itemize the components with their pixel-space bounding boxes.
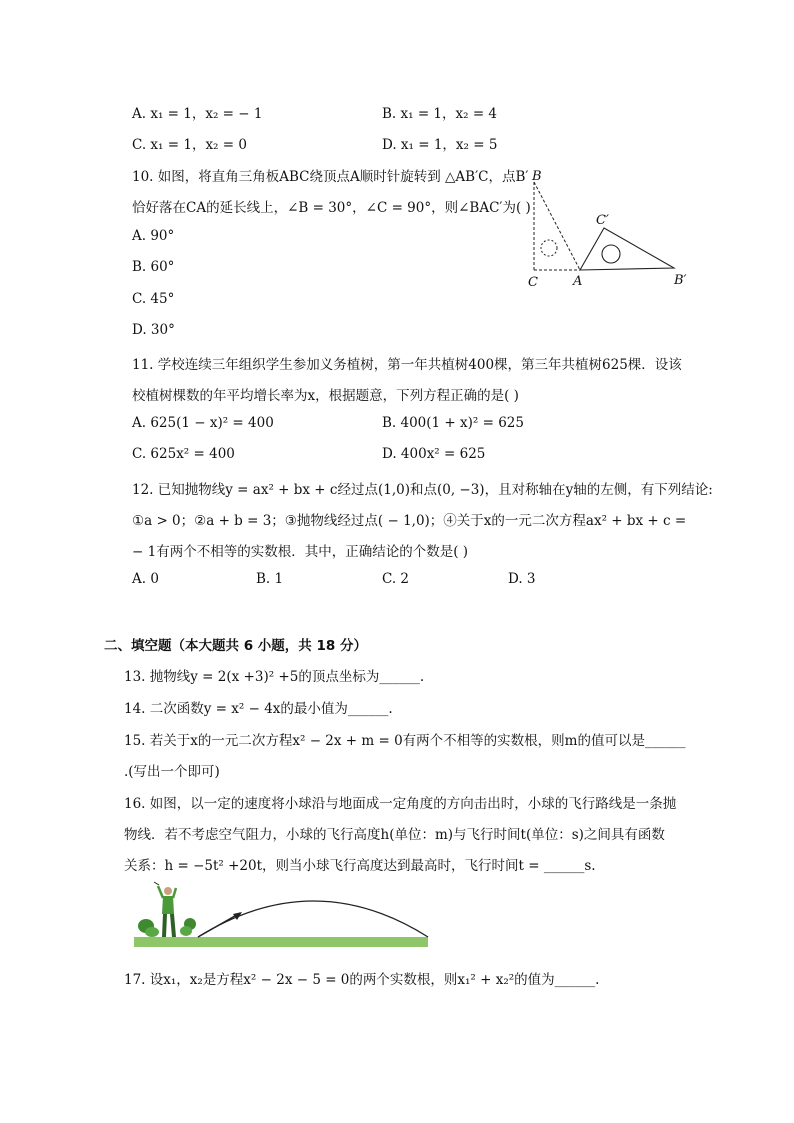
q11-option-c: C. 625x² = 400 (132, 446, 235, 462)
figure-label-c-prime: C′ (596, 213, 609, 228)
q12-option-d: D. 3 (508, 571, 536, 587)
figure-label-a: A (573, 274, 583, 289)
q11-option-a: A. 625(1 − x)² = 400 (132, 415, 274, 431)
q10-line2: 恰好落在CA的延长线上，∠B = 30°，∠C = 90°，则∠BAC′为( ) (132, 200, 531, 216)
q16-line3: 关系：h = −5t² +20t，则当小球飞行高度达到最高时，飞行时间t = ______s. (124, 858, 596, 874)
q11-option-d: D. 400x² = 625 (382, 446, 486, 462)
q11-option-b: B. 400(1 + x)² = 625 (382, 415, 524, 431)
q16-line2: 物线．若不考虑空气阻力，小球的飞行高度h(单位：m)与飞行时间t(单位：s)之间具有函数 (124, 827, 665, 843)
tree-icon (138, 919, 159, 937)
q16-line1: 16. 如图，以一定的速度将小球沿与地面成一定角度的方向击出时，小球的飞行路线是一条抛 (124, 796, 677, 812)
q12-option-a: A. 0 (132, 571, 159, 587)
q12-option-b: B. 1 (256, 571, 284, 587)
q10-option-c: C. 45° (132, 291, 175, 307)
q9-option-c: C. x₁ = 1，x₂ = 0 (132, 137, 247, 153)
q10-option-b: B. 60° (132, 259, 175, 275)
section-title: 二、填空题（本大题共 6 小题，共 18 分） (104, 638, 367, 654)
figure-label-c: C (528, 275, 538, 290)
q9-option-a: A. x₁ = 1，x₂ = − 1 (132, 106, 263, 122)
q11-line2: 校植树棵数的年平均增长率为x，根据题意，下列方程正确的是( ) (132, 388, 519, 404)
q14-text: 14. 二次函数y = x² − 4x的最小值为______. (124, 701, 393, 717)
q9-option-b: B. x₁ = 1，x₂ = 4 (382, 106, 498, 122)
triangle-rotation-figure (520, 162, 700, 290)
ground-strip (134, 937, 428, 947)
q12-option-c: C. 2 (382, 571, 410, 587)
q17-text: 17. 设x₁，x₂是方程x² − 2x − 5 = 0的两个实数根，则x₁² + x₂²的值为______. (124, 972, 600, 988)
figure-label-b: B (532, 169, 542, 184)
q9-option-d: D. x₁ = 1，x₂ = 5 (382, 137, 498, 153)
tree-icon (180, 918, 196, 936)
figure-label-b-prime: B′ (674, 273, 687, 288)
golf-parabola-figure (132, 880, 430, 952)
q12-line1: 12. 已知抛物线y = ax² + bx + c经过点(1,0)和点(0, −3)，且对称轴在y轴的左侧，有下列结论: (132, 482, 713, 498)
q12-line2: ①a > 0；②a + b = 3；③抛物线经过点( − 1,0)；④关于x的一元二次方程ax² + bx + c = (132, 513, 687, 529)
q12-line3: − 1有两个不相等的实数根．其中，正确结论的个数是( ) (132, 544, 469, 560)
q11-line1: 11. 学校连续三年组织学生参加义务植树，第一年共植树400棵，第三年共植树625棵．设该 (132, 357, 682, 373)
q10-option-d: D. 30° (132, 322, 175, 338)
flight-parabola (198, 901, 428, 937)
q10-line1: 10. 如图，将直角三角板ABC绕顶点A顺时针旋转到 △AB′C，点B′ (132, 169, 529, 185)
q13-text: 13. 抛物线y = 2(x +3)² +5的顶点坐标为______. (124, 669, 425, 685)
q10-option-a: A. 90° (132, 228, 175, 244)
q15-line2: .(写出一个即可) (124, 764, 220, 780)
q15-line1: 15. 若关于x的一元二次方程x² − 2x + m = 0有两个不相等的实数根，则m的值可以是______ (124, 733, 686, 749)
